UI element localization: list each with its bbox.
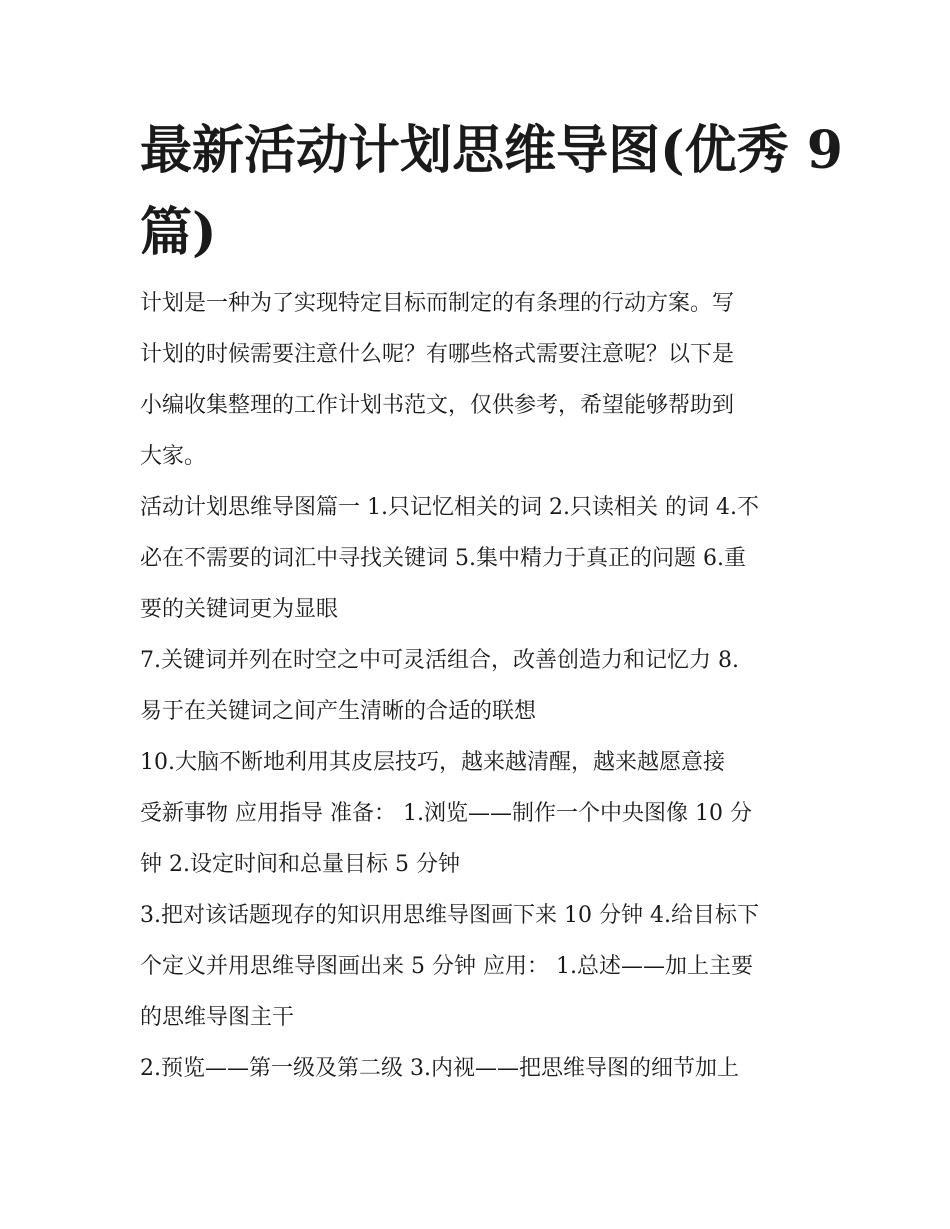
body-line: 个定义并用思维导图画出来 5 分钟 应用： 1.总述——加上主要 xyxy=(140,954,753,979)
document-title xyxy=(140,110,843,274)
body-line: 3.把对该话题现存的知识用思维导图画下来 10 分钟 4.给目标下 xyxy=(140,903,759,928)
body-line: 受新事物 应用指导 准备： 1.浏览——制作一个中央图像 10 分 xyxy=(140,801,752,826)
body-line: 必在不需要的词汇中寻找关键词 5.集中精力于真正的问题 6.重 xyxy=(140,546,746,571)
body-line: 大家。 xyxy=(140,444,207,469)
body-line: 易于在关键词之间产生清晰的合适的联想 xyxy=(140,699,537,724)
body-line: 要的关键词更为显眼 xyxy=(140,597,339,622)
body-line: 钟 2.设定时间和总量目标 5 分钟 xyxy=(140,852,460,877)
body-line: 计划的时候需要注意什么呢？有哪些格式需要注意呢？以下是 xyxy=(140,342,735,367)
body-line: 的思维导图主干 xyxy=(140,1005,295,1030)
body-line: 活动计划思维导图篇一 1.只记忆相关的词 2.只读相关 的词 4.不 xyxy=(140,495,759,520)
document-body xyxy=(140,278,830,1094)
title-line: 篇) xyxy=(140,202,217,263)
body-line: 计划是一种为了实现特定目标而制定的有条理的行动方案。写 xyxy=(140,291,735,316)
title-line: 最新活动计划思维导图(优秀 9 xyxy=(140,120,843,181)
body-line: 10.大脑不断地利用其皮层技巧，越来越清醒，越来越愿意接 xyxy=(140,750,725,775)
body-line: 2.预览——第一级及第二级 3.内视——把思维导图的细节加上 xyxy=(140,1056,739,1081)
body-line: 7.关键词并列在时空之中可灵活组合，改善创造力和记忆力 8. xyxy=(140,648,739,673)
body-line: 小编收集整理的工作计划书范文，仅供参考，希望能够帮助到 xyxy=(140,393,735,418)
